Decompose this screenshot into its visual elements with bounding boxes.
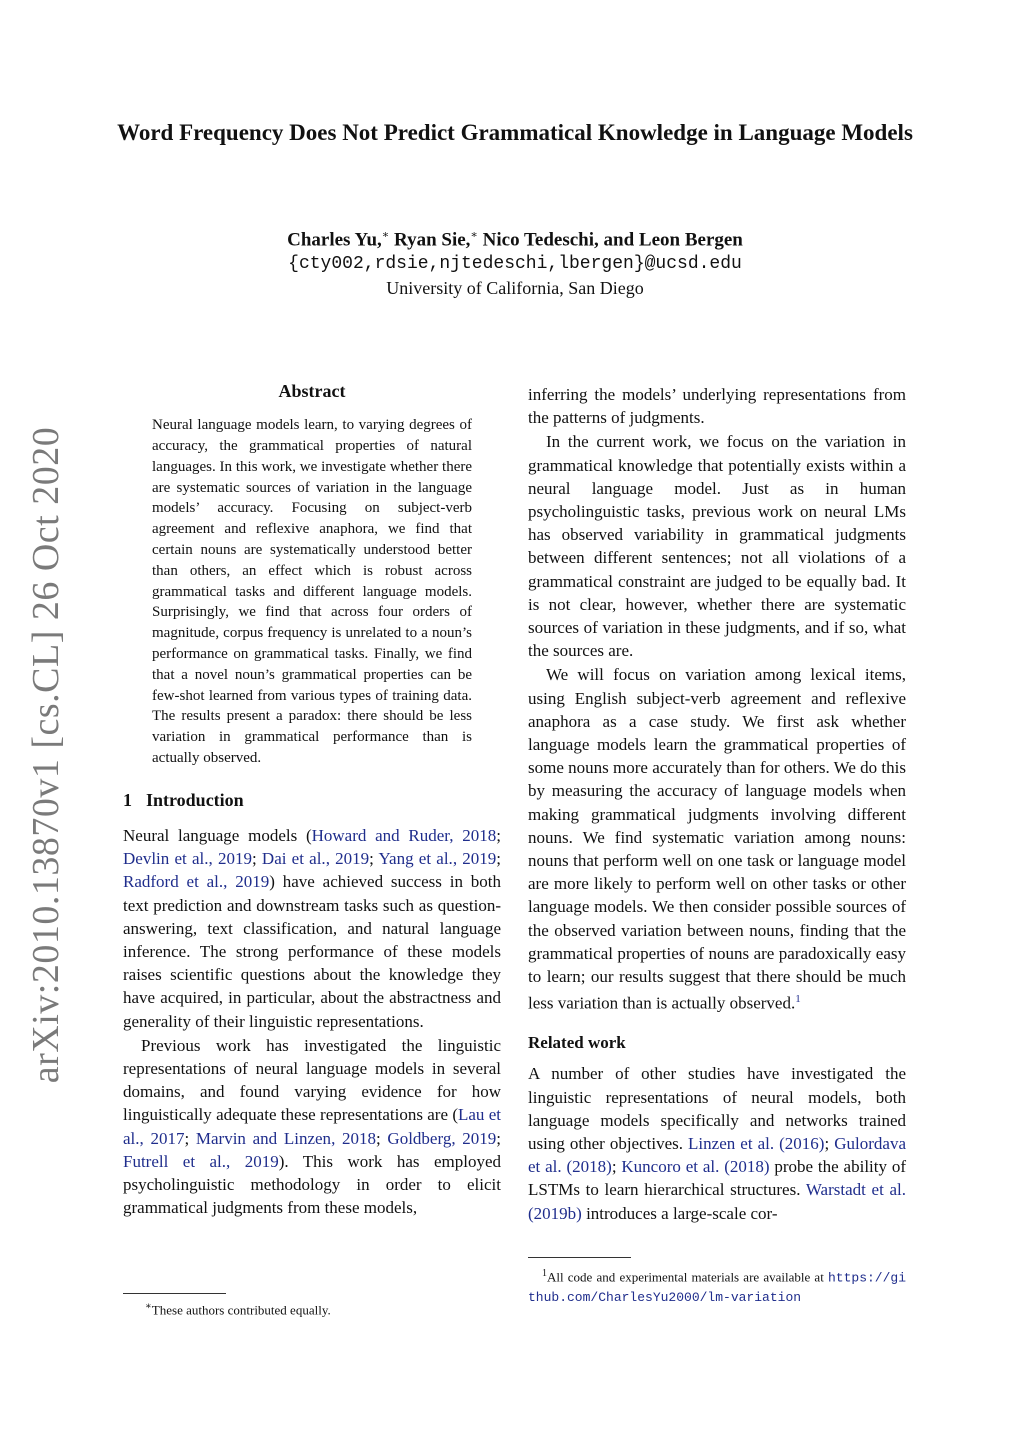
author-names bbox=[150, 223, 880, 252]
author-block bbox=[150, 223, 880, 300]
abstract-body: Neural language models learn, to varying degrees of accuracy, the grammatical properties of natural languages. In this work, we investigate whether there are systematic sources of variation in the language models’ accuracy. Focusing on subject-verb agreement and reflexive anaphora, we find that certain nouns are systematically understood better than others, an effect which is robust across grammatical tasks and different language models. Surprisingly, we find that across four orders of magnitude, corpus frequency is unrelated to a noun’s performance on grammatical tasks. Finally, we find that a novel noun’s grammatical properties can be few-shot learned from various types of training data. The results present a paradox: there should be less variation in grammatical performance than is actually observed. bbox=[152, 417, 472, 766]
citation-link[interactable]: Marvin and Linzen, 2018 bbox=[195, 1128, 376, 1148]
footnote-ref-1[interactable]: 1 bbox=[795, 993, 801, 1006]
footnote-text: These authors contributed equally. bbox=[151, 1302, 331, 1318]
author-email: {cty002,rdsie,njtedeschi,lbergen}@ucsd.edu bbox=[288, 254, 742, 275]
footnote-rule bbox=[528, 1257, 631, 1258]
repository-link[interactable]: https://github.com/CharlesYu2000/lm-variation bbox=[528, 1270, 906, 1306]
arxiv-stamp-text: arXiv:2010.13870v1 [cs.CL] 26 Oct 2020 bbox=[25, 426, 67, 1084]
author-affiliation: University of California, San Diego bbox=[386, 278, 644, 299]
author-2: Ryan Sie, bbox=[389, 229, 471, 251]
footnote-mark: ∗ bbox=[145, 1301, 152, 1312]
right-paragraph-0: inferring the models’ underlying representations from the patterns of judgments. bbox=[528, 385, 906, 428]
citation-link[interactable]: Lau et al., 2017 bbox=[123, 1105, 501, 1148]
related-work-heading: Related work bbox=[528, 1033, 626, 1053]
citation-link[interactable]: Devlin et al., 2019 bbox=[123, 849, 252, 869]
footnote-left bbox=[123, 1293, 501, 1318]
intro-paragraph-2: Previous work has investigated the linguistic representations of neural language models in several domains, and found varying evidence for how linguistically adequate these representations are (Lau et al., 2017; Marvin and Linzen, 2018; Goldberg, 2019; Futrell et al., 2019). This work has employed psycholinguistic methodology in order to elicit grammatical judgments from these models, bbox=[123, 1035, 502, 1218]
footnote-rule bbox=[123, 1293, 226, 1294]
footnote-text: All code and experimental materials are available at bbox=[547, 1269, 828, 1285]
right-paragraph-1: In the current work, we focus on the variation in grammatical knowledge that potentially exists within a neural language model. Just as in human psycholinguistic tasks, previous work on neural LMs has observed variability in grammatical judgments between different sentences; not all violations of a grammatical constraint are judged to be equally bad. It is not clear, however, whether there are systematic sources of variation in these judgments, and if so, what the sources are. bbox=[528, 432, 906, 661]
citation-link[interactable]: Yang et al., 2019 bbox=[378, 849, 497, 869]
section-number: 1 bbox=[123, 789, 132, 810]
abstract-heading: Abstract bbox=[278, 381, 346, 401]
citation-link[interactable]: Dai et al., 2019 bbox=[261, 849, 370, 869]
author-3-4: Nico Tedeschi, and Leon Bergen bbox=[477, 229, 743, 251]
author-1: Charles Yu, bbox=[287, 229, 382, 251]
left-column bbox=[123, 380, 501, 1219]
related-work-paragraph: A number of other studies have investigated the linguistic representations of neural models, both language models specifically and networks trained using other objectives. Linzen et al. (2016); Gulordava et al. (2018); Kuncoro et al. (2018) probe the ability of LSTMs to learn hierarchical structures. Warstadt et al. (2019b) introduces a large-scale cor- bbox=[528, 1064, 906, 1223]
citation-link[interactable]: Howard and Ruder, 2018 bbox=[311, 825, 497, 845]
paper-title: Word Frequency Does Not Predict Grammatical Knowledge in Language Models bbox=[117, 120, 913, 145]
right-column bbox=[528, 383, 906, 1225]
equal-contrib-mark-2: ∗ bbox=[470, 229, 478, 241]
equal-contrib-mark-1: ∗ bbox=[381, 229, 390, 241]
arxiv-stamp bbox=[20, 426, 72, 1084]
citation-link[interactable]: Goldberg, 2019 bbox=[387, 1128, 497, 1148]
citation-link[interactable]: Futrell et al., 2019 bbox=[123, 1151, 279, 1171]
right-paragraph-2: We will focus on variation among lexical items, using English subject-verb agreement and reflexive anaphora as a case study. We first ask whether language models learn the grammatical properties of some nouns more accurately than for others. We do this by measuring the accuracy of language models when making grammatical judgments involving different nouns. We find systematic variation among nouns: nouns that perform well on one task or language model are more likely to perform well on other tasks or other language models. We then consider possible sources of the observed variation between nouns, finding that the grammatical properties of nouns are paradoxically easy to learn; our results suggest that there should be much less variation than is actually observed.$^1$ bbox=[528, 665, 906, 1013]
citation-link[interactable]: Radford et al., 2019 bbox=[123, 872, 270, 892]
citation-link[interactable]: Linzen et al. (2016) bbox=[688, 1133, 825, 1153]
footnote-mark: 1 bbox=[542, 1268, 547, 1279]
intro-paragraph-1: Neural language models (Howard and Ruder, 2018; Devlin et al., 2019; Dai et al., 2019; Yang et al., 2019; Radford et al., 2019) have achieved success in both text prediction and downstream tasks such as question-answering, text classification, and natural language inference. The strong performance of these models raises scientific questions about the knowledge they have acquired, in particular, about the abstractness and generality of their linguistic representations. bbox=[123, 825, 502, 1031]
citation-link[interactable]: Warstadt et al. (2019b) bbox=[528, 1180, 906, 1223]
citation-link[interactable]: Gulordava et al. (2018) bbox=[528, 1133, 906, 1177]
citation-link[interactable]: Kuncoro et al. (2018) bbox=[621, 1157, 770, 1177]
section-title: Introduction bbox=[146, 789, 244, 810]
footnote-right bbox=[528, 1257, 906, 1307]
section-introduction-heading bbox=[123, 789, 501, 812]
